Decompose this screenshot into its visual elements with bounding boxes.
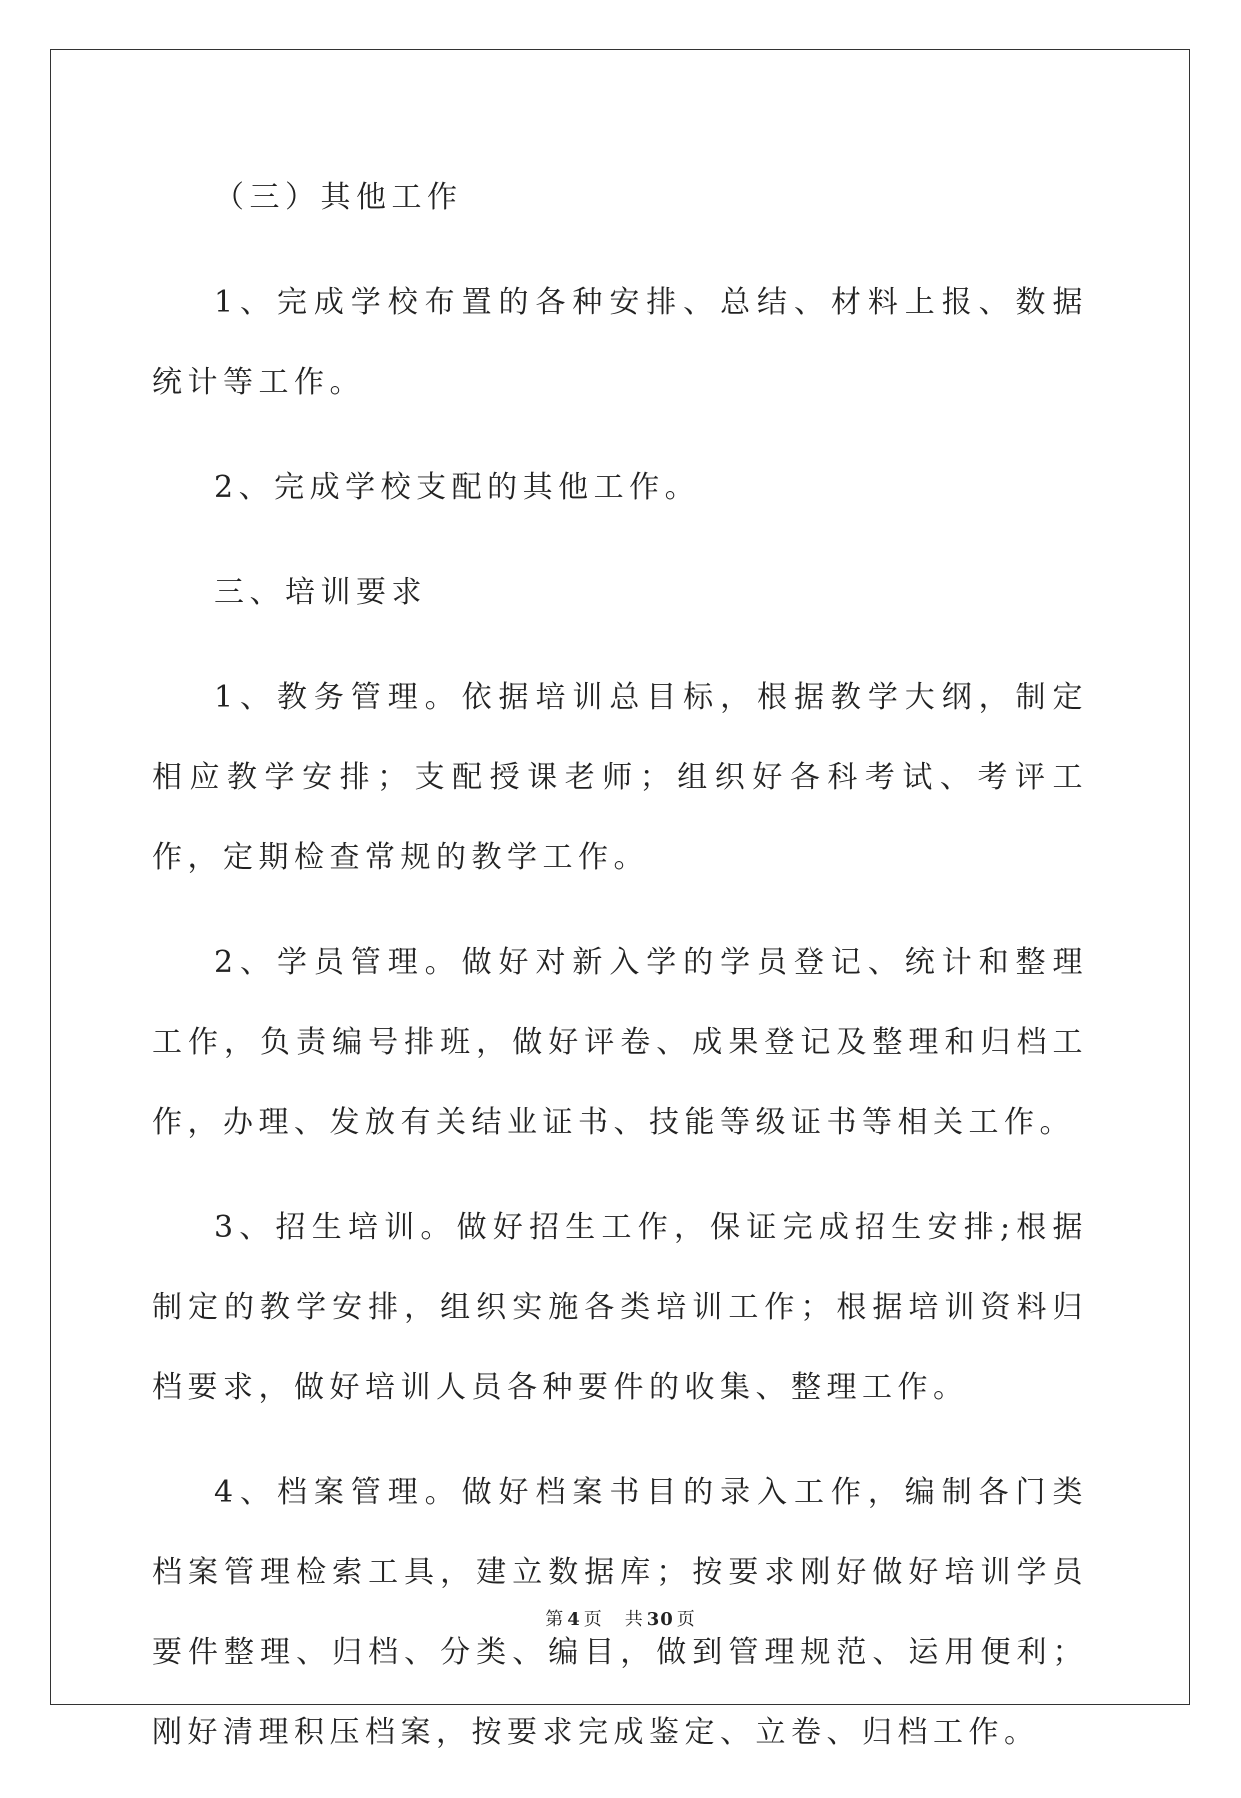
- footer-total-suffix: 页: [676, 1609, 696, 1630]
- paragraph-item-2: 2、完成学校支配的其他工作。: [214, 470, 701, 505]
- paragraph-item-1: 1、完成学校布置的各种安排、总结、材料上报、数据统计等工作。: [152, 285, 1088, 400]
- document-body: [152, 158, 1088, 1798]
- footer-page-current: 4: [567, 1609, 581, 1630]
- section-heading-other-work: （三）其他工作: [214, 180, 463, 215]
- paragraph-student-management: 2、学员管理。做好对新入学的学员登记、统计和整理工作，负责编号排班，做好评卷、成果登记及整理和归档工作，办理、发放有关结业证书、技能等级证书等相关工作。: [152, 945, 1088, 1140]
- footer-total-prefix: 共: [624, 1609, 644, 1630]
- section-heading-training-requirements: 三、培训要求: [214, 575, 427, 610]
- footer-page-prefix: 第: [545, 1609, 565, 1630]
- page-footer: [0, 1605, 1241, 1631]
- footer-page-suffix: 页: [583, 1609, 603, 1630]
- footer-page-total: 30: [646, 1609, 674, 1630]
- paragraph-archive-management: 4、档案管理。做好档案书目的录入工作，编制各门类档案管理检索工具，建立数据库；按要求刚好做好培训学员要件整理、归档、分类、编目，做到管理规范、运用便利；刚好清理积压档案，按要求完成鉴定、立卷、归档工作。: [152, 1475, 1088, 1750]
- paragraph-academic-management: 1、教务管理。依据培训总目标，根据教学大纲，制定相应教学安排；支配授课老师；组织好各科考试、考评工作，定期检查常规的教学工作。: [152, 680, 1088, 875]
- paragraph-enrollment-training: 3、招生培训。做好招生工作，保证完成招生安排;根据制定的教学安排，组织实施各类培训工作；根据培训资料归档要求，做好培训人员各种要件的收集、整理工作。: [152, 1210, 1088, 1405]
